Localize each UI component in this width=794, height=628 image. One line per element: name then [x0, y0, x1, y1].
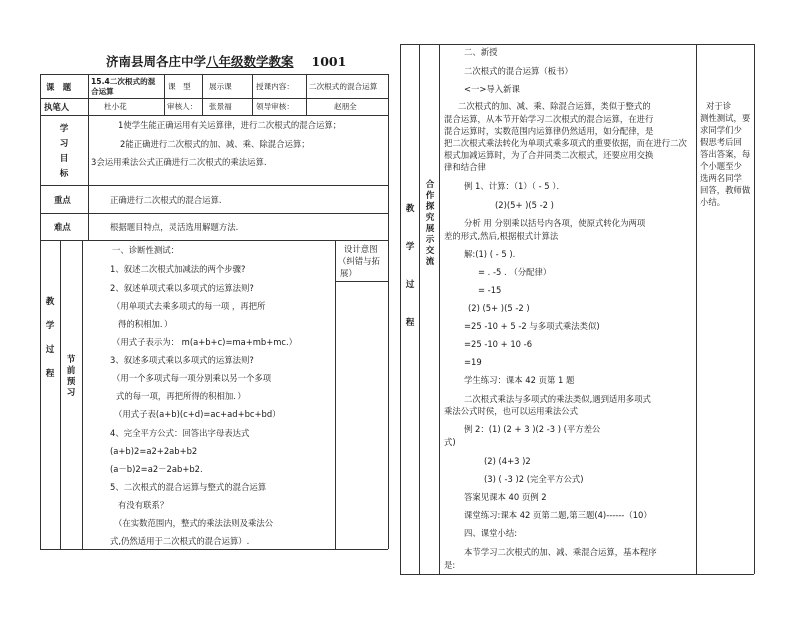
content-line: = -15 — [478, 285, 502, 295]
side-note-line: 个小题至少 — [700, 161, 742, 171]
table-border-right — [388, 74, 389, 549]
side-note-line: 假思考后回 — [700, 137, 742, 147]
table-col-divider — [164, 74, 165, 115]
content-line: 混合运算时，实数范围内运算律仍然适用，如分配律，是 — [444, 126, 654, 136]
design-note-line: （纠错与拓 — [338, 256, 380, 266]
preview-line: （在实数范围内，整式的乘法法则及乘法公 — [114, 518, 274, 528]
preview-line: 1、叙述二次根式加减法的两个步骤? — [110, 264, 246, 274]
content-line: 学生练习：课本 42 页第 1 题 — [464, 375, 575, 385]
design-note-line: 设计意图 — [344, 244, 378, 254]
leader-value: 赵朋全 — [334, 102, 357, 111]
side-note-line: 测性测试，要 — [700, 113, 751, 123]
content-line: <一>导入新课 — [464, 84, 520, 94]
preview-line: 4、完全平方公式：回答出字母表达式 — [110, 428, 250, 438]
table-border-top — [400, 44, 754, 45]
content-line: 二次根式的加、减、乘、除混合运算，类似于整式的 — [458, 101, 651, 111]
preview-line: (a－b)2=a2－2ab+b2. — [110, 464, 203, 474]
design-note-divider — [335, 281, 388, 282]
content-line: 答案见课本 40 页例 2 — [464, 492, 547, 502]
content-line: 是: — [444, 560, 456, 570]
reviewer-label: 审核人： — [167, 102, 198, 111]
preview-line: （用一个多项式每一项分别乘以另一个多项 — [112, 373, 272, 383]
table-col-divider — [696, 44, 697, 574]
process-label-right: 教学过程 — [405, 204, 415, 328]
table-col-divider — [439, 44, 440, 574]
difficulty-label: 难点 — [54, 222, 71, 232]
objective-item: 2能正确进行二次根式的加、减、乘、除混合运算； — [120, 139, 310, 149]
preview-line: （用单项式去乘多项式的每一项 ，再把所 — [112, 301, 266, 311]
author-value: 杜小花 — [104, 102, 127, 111]
preview-line: 3、叙述多项式乘以多项式的运算法则? — [110, 355, 254, 365]
content-line: =19 — [464, 357, 482, 367]
content-line: 混合运算，从本节开始学习二次根式的混合运算，在进行 — [444, 114, 654, 124]
objective-item: 1使学生能正确运用有关运算律，进行二次根式的混合运算； — [118, 120, 342, 130]
table-border-left — [400, 44, 401, 574]
side-note-line: 答出答案，每 — [700, 149, 751, 159]
school-name: 济南县周各庄中学 — [106, 54, 207, 69]
objective-item: 3会运用乘法公式正确进行二次根式的乘法运算. — [91, 157, 267, 167]
content-line: 根式加减运算时，为了合并同类二次根式，还要应用交换 — [444, 150, 654, 160]
preview-line: 有没有联系？ — [118, 500, 169, 510]
section-label-cooperation: 合作探究展示交流 — [425, 180, 435, 267]
table-col-divider — [306, 74, 307, 115]
topic-value-line1: 15.4二次根式的混 — [91, 77, 156, 86]
side-note-line: 对于诊 — [706, 101, 732, 111]
side-note-line: 小结。 — [700, 197, 726, 207]
content-line: 解:(1) ( - 5 ). — [464, 249, 516, 259]
type-value: 展示课 — [209, 82, 232, 91]
preview-line: （用式子表(a+b)(c+d)=ac+ad+bc+bd） — [114, 409, 281, 419]
topic-value-line2: 合运算 — [91, 87, 114, 96]
objectives-label: 学习目标 — [59, 124, 69, 179]
table-col-divider — [202, 74, 203, 115]
content-line: 二、新授 — [464, 47, 498, 57]
table-row-divider — [40, 185, 388, 186]
table-col-divider — [335, 240, 336, 549]
table-border-bottom — [400, 574, 754, 575]
table-col-divider — [60, 240, 61, 549]
table-border-bottom — [40, 549, 388, 550]
content-line: 律和结合律 — [444, 162, 486, 172]
content-line: 把二次根式乘法转化为单项式乘多项式的重要依据，而在进行二次 — [444, 138, 687, 148]
content-label: 授课内容： — [256, 82, 294, 91]
reviewer-value: 张景福 — [209, 102, 232, 111]
table-col-divider — [88, 74, 89, 240]
difficulty-text: 根据题目特点，灵活选用解题方法. — [110, 222, 239, 232]
content-line: (3) ( -3 )2 (完全平方公式) — [484, 474, 584, 484]
section-label-preview: 节前预习 — [66, 355, 76, 398]
content-line: 式) — [444, 437, 456, 447]
content-line: (2)(5+ )(5 -2 ) — [495, 200, 554, 210]
content-line: =25 -10 + 10 -6 — [464, 339, 533, 349]
table-row-divider — [40, 98, 388, 99]
topic-label: 课 题 — [46, 82, 72, 92]
content-line: 差的形式,然后,根据根式计算法 — [444, 231, 559, 241]
content-line: 二次根式的混合运算（板书） — [464, 66, 573, 76]
table-border-right — [754, 44, 755, 574]
preview-line: (a+b)2=a2+2ab+b2 — [110, 446, 198, 456]
side-note-line: 求同学们少 — [700, 125, 742, 135]
content-line: 四、课堂小结: — [464, 528, 518, 538]
key-point-label: 重点 — [54, 195, 71, 205]
table-row-divider — [40, 213, 388, 214]
table-row-divider — [40, 115, 388, 116]
process-label-left: 教学过程 — [45, 297, 55, 379]
content-line: 二次根式乘法与多项式的乘法类似,遇到适用多项式 — [464, 394, 651, 404]
content-line: 例 2：(1) (2 + 3 )(2 -3 ) (平方差公 — [464, 424, 601, 434]
leader-label: 领导审核： — [256, 102, 294, 111]
key-point-text: 正确进行二次根式的混合运算. — [110, 195, 222, 205]
preview-line: 2、叙述单项式乘以多项式的运算法则? — [110, 283, 254, 293]
document-title — [106, 52, 346, 70]
content-value: 二次根式的混合运算 — [309, 82, 378, 91]
content-line: (2) (5+ )(5 -2 ) — [468, 303, 530, 313]
content-line: (2) (4+3 )2 — [484, 456, 531, 466]
content-line: 乘法公式时侯，也可以运用乘法公式 — [444, 406, 578, 416]
content-line: = . -5 . （分配律） — [478, 267, 552, 277]
table-col-divider — [82, 240, 83, 549]
author-label: 执笔人 — [44, 102, 70, 112]
table-col-divider — [419, 44, 420, 574]
side-note-line: 选两名同学 — [700, 173, 742, 183]
content-line: 分析 用 分别乘以括号内各项，使原式转化为两项 — [464, 218, 646, 228]
side-note-line: 回答，教师做 — [700, 185, 751, 195]
content-line: 例 1、计算：（1）（ - 5 ）． — [464, 181, 565, 191]
preview-line: 5、二次根式的混合运算与整式的混合运算 — [110, 482, 267, 492]
design-note-line: 展） — [340, 268, 357, 278]
content-line: 本节学习二次根式的加、减、乘混合运算，基本程序 — [464, 547, 657, 557]
preview-line: 得的积相加．） — [118, 319, 173, 329]
lesson-number: 1001 — [311, 54, 347, 69]
preview-line: 式,仍然适用于二次根式的混合运算）. — [110, 536, 250, 546]
table-border-top — [40, 74, 388, 75]
subject-title: 八年级数学教案 — [206, 54, 294, 69]
table-border-left — [40, 74, 41, 549]
table-col-divider — [252, 74, 253, 115]
preview-line: （用式子表示为： m(a+b+c)=ma+mb+mc.） — [112, 337, 298, 347]
preview-line: 式的每一项，再把所得的积相加．） — [116, 391, 246, 401]
content-line: =25 -10 + 5 -2 与多项式乘法类似) — [464, 321, 600, 331]
preview-line: 一、诊断性测试： — [112, 245, 179, 255]
type-label: 课 型 — [168, 82, 191, 91]
content-line: 课堂练习:课本 42 页第二题,第三题(4)------（10） — [464, 510, 652, 520]
